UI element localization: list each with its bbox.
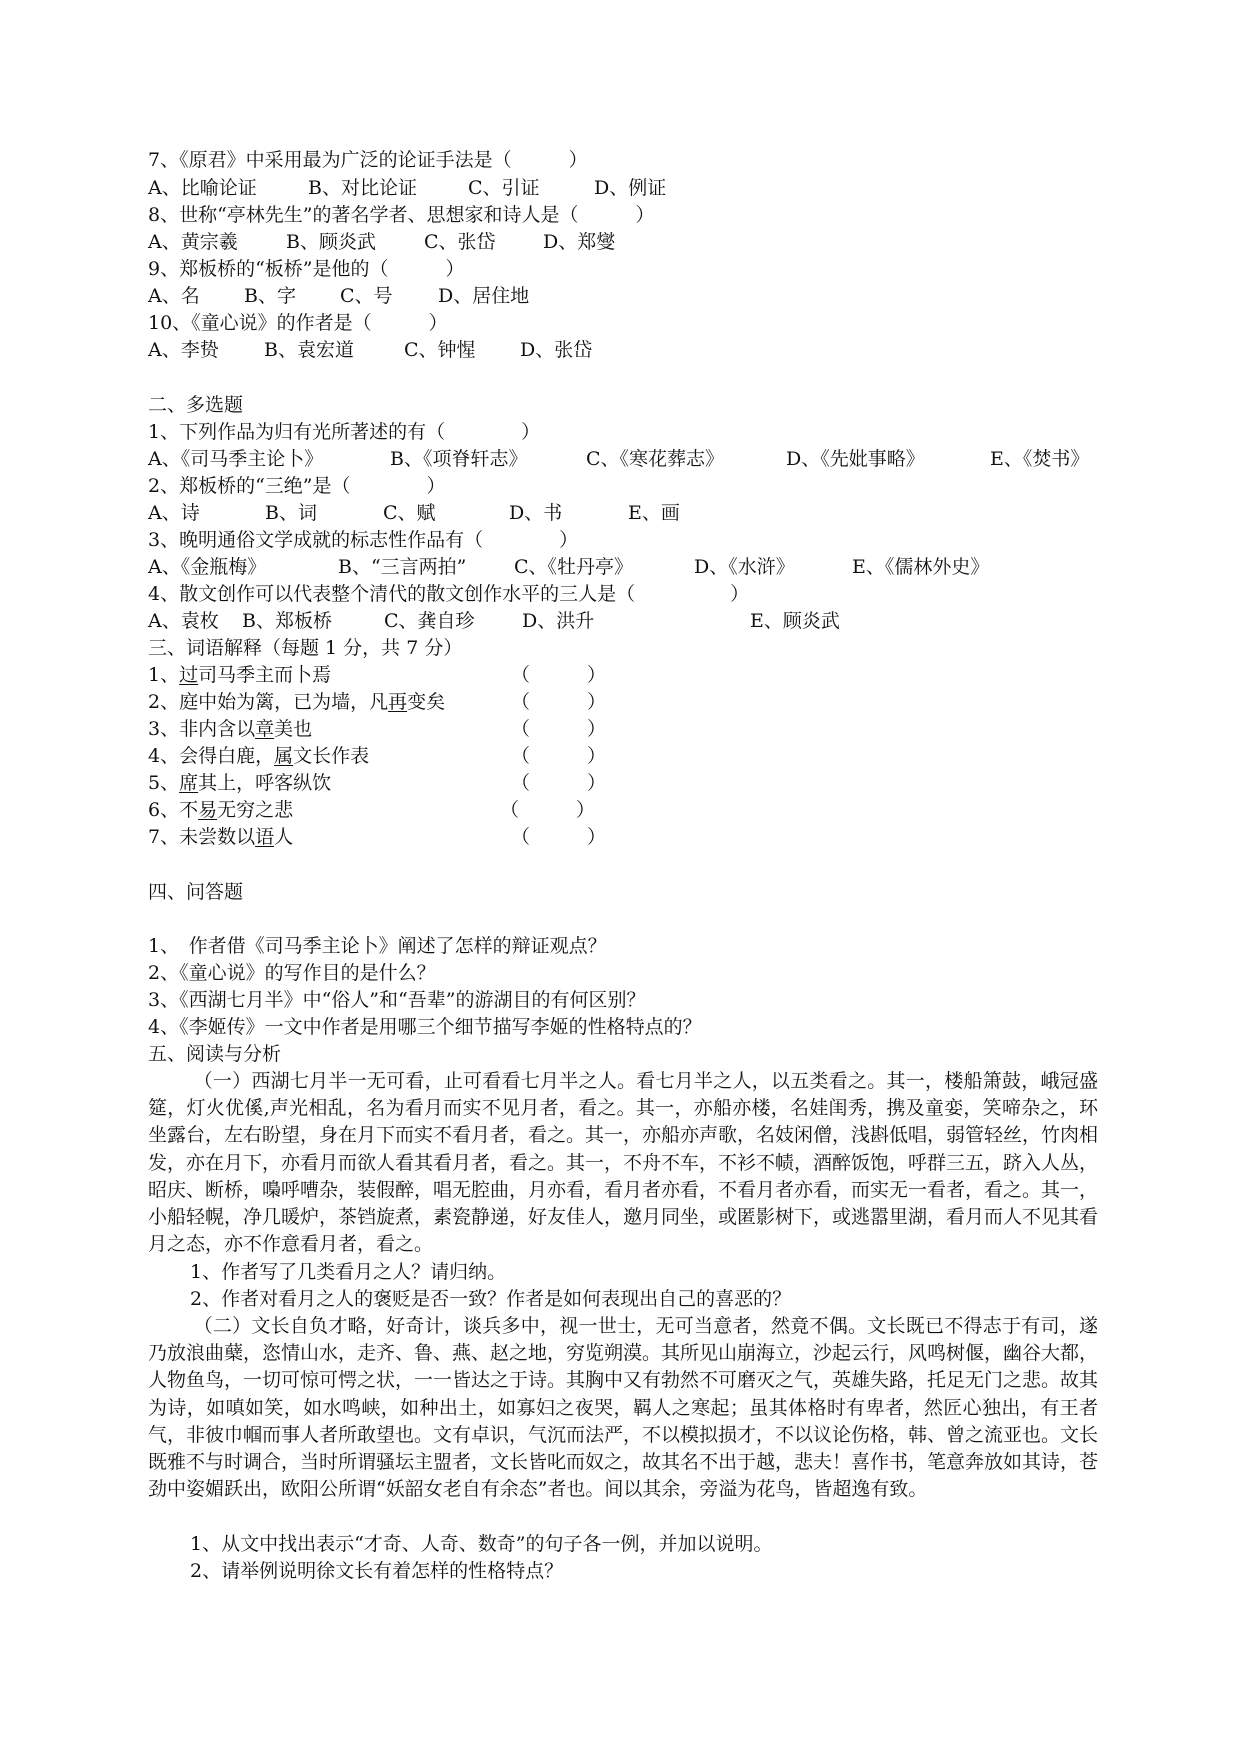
option: B、词 — [265, 502, 317, 524]
option: D、书 — [509, 502, 563, 524]
vocab-item-4: 4、会得白鹿，属文长作表 （ ） — [148, 743, 369, 770]
option: A、诗 — [148, 502, 200, 524]
option: D、居住地 — [438, 285, 530, 307]
qa-item-2: 2、《童心说》的写作目的是什么？ — [148, 962, 436, 984]
option: B、字 — [244, 285, 296, 307]
vocab-item-7: 7、未尝数以语人 （ ） — [148, 824, 293, 851]
option: C、龚自珍 — [384, 610, 475, 632]
answer-blank: （ ） — [511, 718, 607, 740]
option: B、顾炎武 — [286, 231, 376, 253]
option: A、袁枚 — [148, 610, 219, 632]
answer-blank: （ ） — [511, 826, 607, 848]
question-10: 10、《童心说》的作者是（ ） — [148, 312, 448, 334]
option: E、画 — [628, 502, 680, 524]
option: D、郑燮 — [543, 231, 616, 253]
vocab-item-2: 2、庭中始为篱，已为墙，凡再变矣 （ ） — [148, 689, 445, 716]
option: C、《寒花葬志》 — [586, 448, 725, 470]
question-7: 7、《原君》中采用最为广泛的论证手法是（ ） — [148, 149, 588, 171]
qa-item-4: 4、《李姬传》一文中作者是用哪三个细节描写李姬的性格特点的？ — [148, 1016, 702, 1038]
answer-blank: （ ） — [511, 772, 607, 794]
vocab-item-3: 3、非内含以章美也 （ ） — [148, 716, 312, 743]
option: A、《金瓶梅》 — [148, 556, 267, 578]
option: D、洪升 — [522, 610, 595, 632]
passage-1: （一）西湖七月半一无可看，止可看看七月半之人。看七月半之人，以五类看之。其一，楼船箫鼓，峨冠盛筵，灯火优傒,声光相乱，名为看月而实不见月者，看之。其一，亦船亦楼，名娃闺秀，携及童娈，笑啼杂之，环坐露台，左右盼望，身在月下而实不看月者，看之。其一，亦船亦声歌，名妓闲僧，浅斟低唱，弱管轻丝，竹肉相发，亦在月下，亦看月而欲人看其看月者，看之。其一，不舟不车，不衫不帻，酒醉饭饱，呼群三五，跻入人丛，昭庆、断桥，嘄呼嘈杂，装假醉，唱无腔曲，月亦看，看月者亦看，不看月者亦看，而实无一看者，看之。其一，小船轻幌，净几暖炉，茶铛旋煮，素瓷静递，好友佳人，邀月同坐，或匿影树下，或逃嚣里湖，看月而人不见其看月之态，亦不作意看月者，看之。 — [148, 1070, 1099, 1256]
option: B、对比论证 — [308, 177, 417, 199]
option: B、郑板桥 — [242, 610, 332, 632]
option: A、比喻论证 — [148, 177, 257, 199]
vocab-item-1: 1、过司马季主而卜焉 （ ） — [148, 662, 331, 689]
option: B、“三言两拍” — [338, 556, 467, 578]
answer-blank: （ ） — [511, 745, 607, 767]
section-heading-vocab: 三、词语解释（每题 1 分，共 7 分） — [148, 637, 463, 659]
section-heading-reading: 五、阅读与分析 — [148, 1043, 282, 1065]
passage-1-question-1: 1、作者写了几类看月之人？请归纳。 — [190, 1261, 507, 1283]
vocab-item-6: 6、不易无穷之悲 （ ） — [148, 797, 293, 824]
option: C、《牡丹亭》 — [514, 556, 634, 578]
option: E、《儒林外史》 — [852, 556, 990, 578]
option: A、名 — [148, 285, 200, 307]
option: C、号 — [340, 285, 393, 307]
passage-2-question-1: 1、从文中找出表示“才奇、人奇、数奇”的句子各一例，并加以说明。 — [190, 1533, 773, 1555]
answer-blank: （ ） — [511, 664, 607, 686]
option: C、赋 — [383, 502, 436, 524]
option: D、《先妣事略》 — [786, 448, 925, 470]
section-heading-multi: 二、多选题 — [148, 394, 244, 416]
section-heading-qa: 四、问答题 — [148, 881, 244, 903]
passage-1-question-2: 2、作者对看月之人的褒贬是否一致？作者是如何表现出自己的喜恶的？ — [190, 1288, 792, 1310]
multi-question-1: 1、下列作品为归有光所著述的有（ ） — [148, 421, 541, 443]
passage-2: （二）文长自负才略，好奇计，谈兵多中，视一世士，无可当意者，然竟不偶。文长既已不得志于有司，遂乃放浪曲蘖，恣情山水，走齐、鲁、燕、赵之地，穷览朔漠。其所见山崩海立，沙起云行，风鸣树偃，幽谷大都，人物鱼鸟，一切可惊可愕之状，一一皆达之于诗。其胸中又有勃然不可磨灭之气，英雄失路，托足无门之悲。故其为诗，如嗔如笑，如水鸣峡，如种出土，如寡妇之夜哭，羁人之寒起；虽其体格时有卑者，然匠心独出，有王者气，非彼巾帼而事人者所敢望也。文有卓识，气沉而法严，不以模拟损才，不以议论伤格，韩、曾之流亚也。文长既雅不与时调合，当时所谓骚坛主盟者，文长皆叱而奴之，故其名不出于越，悲夫！喜作书，笔意奔放如其诗，苍劲中姿媚跃出，欧阳公所谓“妖韶女老自有余态”者也。间以其余，旁溢为花鸟，皆超逸有致。 — [148, 1315, 1099, 1501]
option: D、张岱 — [520, 339, 593, 361]
vocab-item-5: 5、席其上，呼客纵饮 （ ） — [148, 770, 331, 797]
option: C、引证 — [468, 177, 540, 199]
question-8: 8、世称“亭林先生”的著名学者、思想家和诗人是（ ） — [148, 204, 655, 226]
option: D、《水浒》 — [694, 556, 795, 578]
option: B、袁宏道 — [264, 339, 354, 361]
qa-item-1: 1、 作者借《司马季主论卜》阐述了怎样的辩证观点？ — [148, 935, 607, 957]
multi-question-4: 4、散文创作可以代表整个清代的散文创作水平的三人是（ ） — [148, 583, 750, 605]
option: A、《司马季主论卜》 — [148, 448, 324, 470]
multi-question-2: 2、郑板桥的“三绝”是（ ） — [148, 475, 446, 497]
option: E、《焚书》 — [990, 448, 1090, 470]
option: B、《项脊轩志》 — [390, 448, 528, 470]
question-9: 9、郑板桥的“板桥”是他的（ ） — [148, 258, 465, 280]
answer-blank: （ ） — [511, 691, 607, 713]
option: A、黄宗羲 — [148, 231, 238, 253]
qa-item-3: 3、《西湖七月半》中“俗人”和“吾辈”的游湖目的有何区别？ — [148, 989, 646, 1011]
option: C、钟惺 — [404, 339, 476, 361]
option: E、顾炎武 — [750, 610, 840, 632]
option: A、李贽 — [148, 339, 219, 361]
passage-2-question-2: 2、请举例说明徐文长有着怎样的性格特点？ — [190, 1560, 564, 1582]
answer-blank: （ ） — [500, 799, 596, 821]
multi-question-3: 3、晚明通俗文学成就的标志性作品有（ ） — [148, 529, 579, 551]
option: D、例证 — [594, 177, 667, 199]
option: C、张岱 — [424, 231, 496, 253]
